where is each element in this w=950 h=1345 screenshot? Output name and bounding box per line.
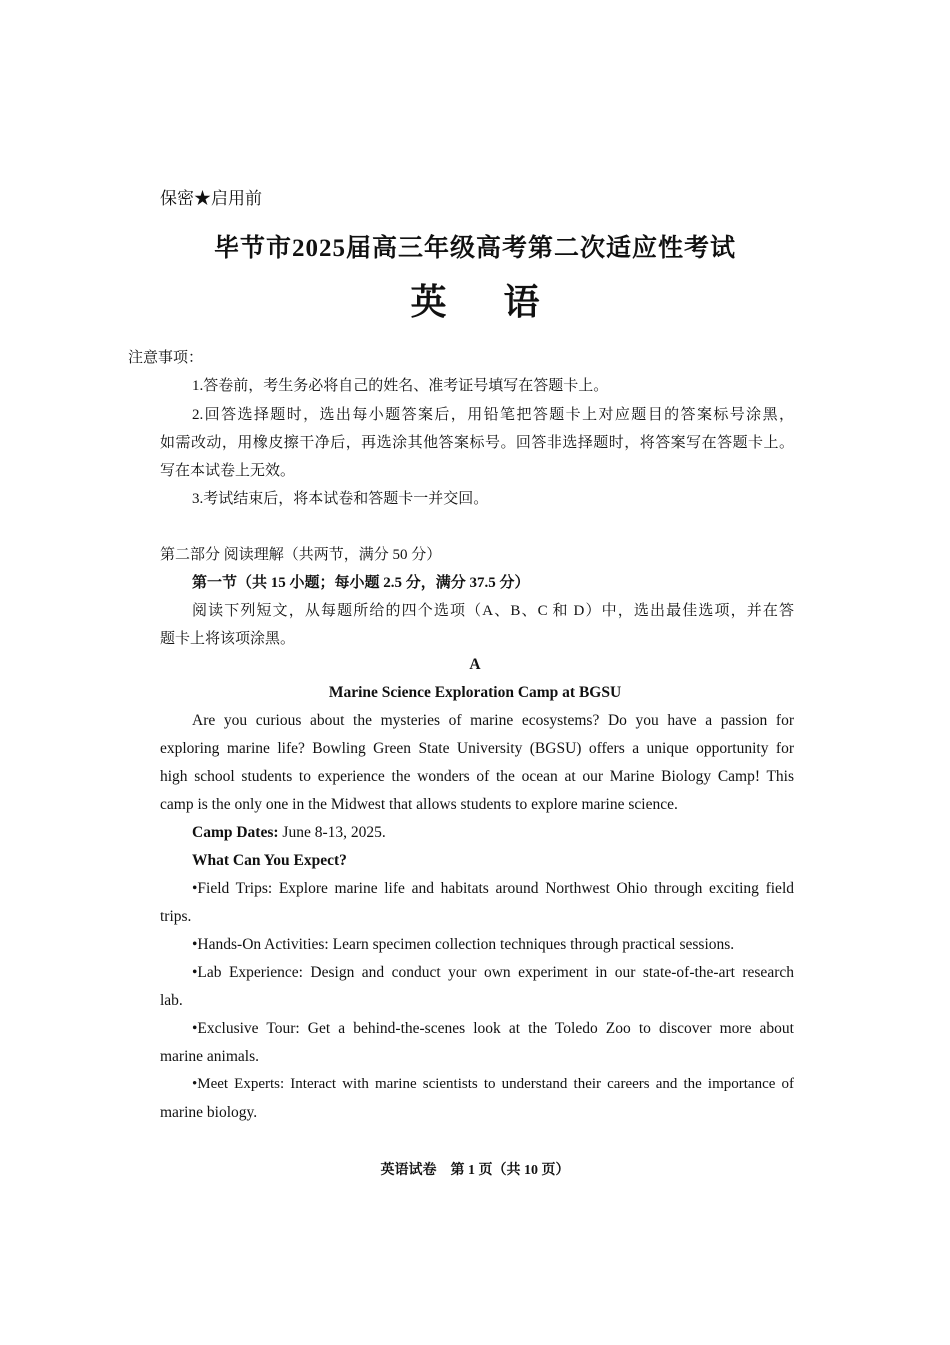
camp-dates (192, 824, 386, 842)
bullet-experts-line-1: •Meet Experts: Interact with marine scientists to understand their careers and the importance of (192, 1076, 794, 1092)
exam-title: 毕节市2025届高三年级高考第二次适应性考试 (213, 235, 736, 262)
intro-line-3: high school students to experience the wonders of the ocean at our Marine Biology Camp! This (160, 768, 794, 785)
page-footer: 英语试卷 第 1 页（共 10 页） (380, 1163, 570, 1178)
part-2-heading: 第二部分 阅读理解（共两节，满分 50 分） (160, 547, 442, 563)
expect-heading: What Can You Expect? (192, 852, 347, 869)
notice-item-1: 1.答卷前，考生务必将自己的姓名、准考证号填写在答题卡上。 (192, 378, 609, 394)
bullet-lab-line-1: •Lab Experience: Design and conduct your own experiment in our state-of-the-art research (192, 964, 794, 981)
bullet-lab-line-2: lab. (160, 992, 183, 1009)
notice-item-2-line-1: 2.回答选择题时，选出每小题答案后，用铅笔把答题卡上对应题目的答案标号涂黑， (192, 407, 794, 423)
notice-item-2-line-3: 写在本试卷上无效。 (160, 463, 296, 479)
bullet-experts-line-2: marine biology. (160, 1104, 258, 1121)
confidential-label: 保密★启用前 (160, 189, 262, 208)
notice-heading: 注意事项： (128, 350, 204, 366)
subject-title: 英 语 (410, 282, 564, 322)
bullet-tour-line-2: marine animals. (160, 1048, 259, 1065)
camp-dates-value: June 8-13, 2025. (278, 824, 386, 841)
camp-dates-label: Camp Dates: (192, 824, 279, 841)
bullet-hands-on: •Hands-On Activities: Learn specimen collection techniques through practical sessions. (192, 936, 735, 953)
instructions-line-2: 题卡上将该项涂黑。 (160, 631, 296, 647)
intro-line-4: camp is the only one in the Midwest that allows students to explore marine science. (160, 796, 678, 813)
section-1-heading: 第一节（共 15 小题；每小题 2.5 分，满分 37.5 分） (192, 575, 530, 591)
passage-label: A (469, 656, 481, 673)
passage-title: Marine Science Exploration Camp at BGSU (328, 684, 622, 701)
instructions-line-1: 阅读下列短文，从每题所给的四个选项（A、B、C 和 D）中，选出最佳选项，并在答 (192, 603, 794, 619)
bullet-field-trips-line-2: trips. (160, 908, 192, 925)
bullet-field-trips-line-1: •Field Trips: Explore marine life and habitats around Northwest Ohio through exciting field (192, 880, 794, 897)
intro-line-2: exploring marine life? Bowling Green State University (BGSU) offers a unique opportunity for (160, 740, 794, 757)
notice-item-2-line-2: 如需改动，用橡皮擦干净后，再选涂其他答案标号。回答非选择题时，将答案写在答题卡上。 (160, 435, 794, 451)
bullet-tour-line-1: •Exclusive Tour: Get a behind-the-scenes look at the Toledo Zoo to discover more about (192, 1020, 794, 1037)
notice-item-3: 3.考试结束后，将本试卷和答题卡一并交回。 (192, 491, 489, 507)
intro-line-1: Are you curious about the mysteries of marine ecosystems? Do you have a passion for (192, 712, 794, 729)
